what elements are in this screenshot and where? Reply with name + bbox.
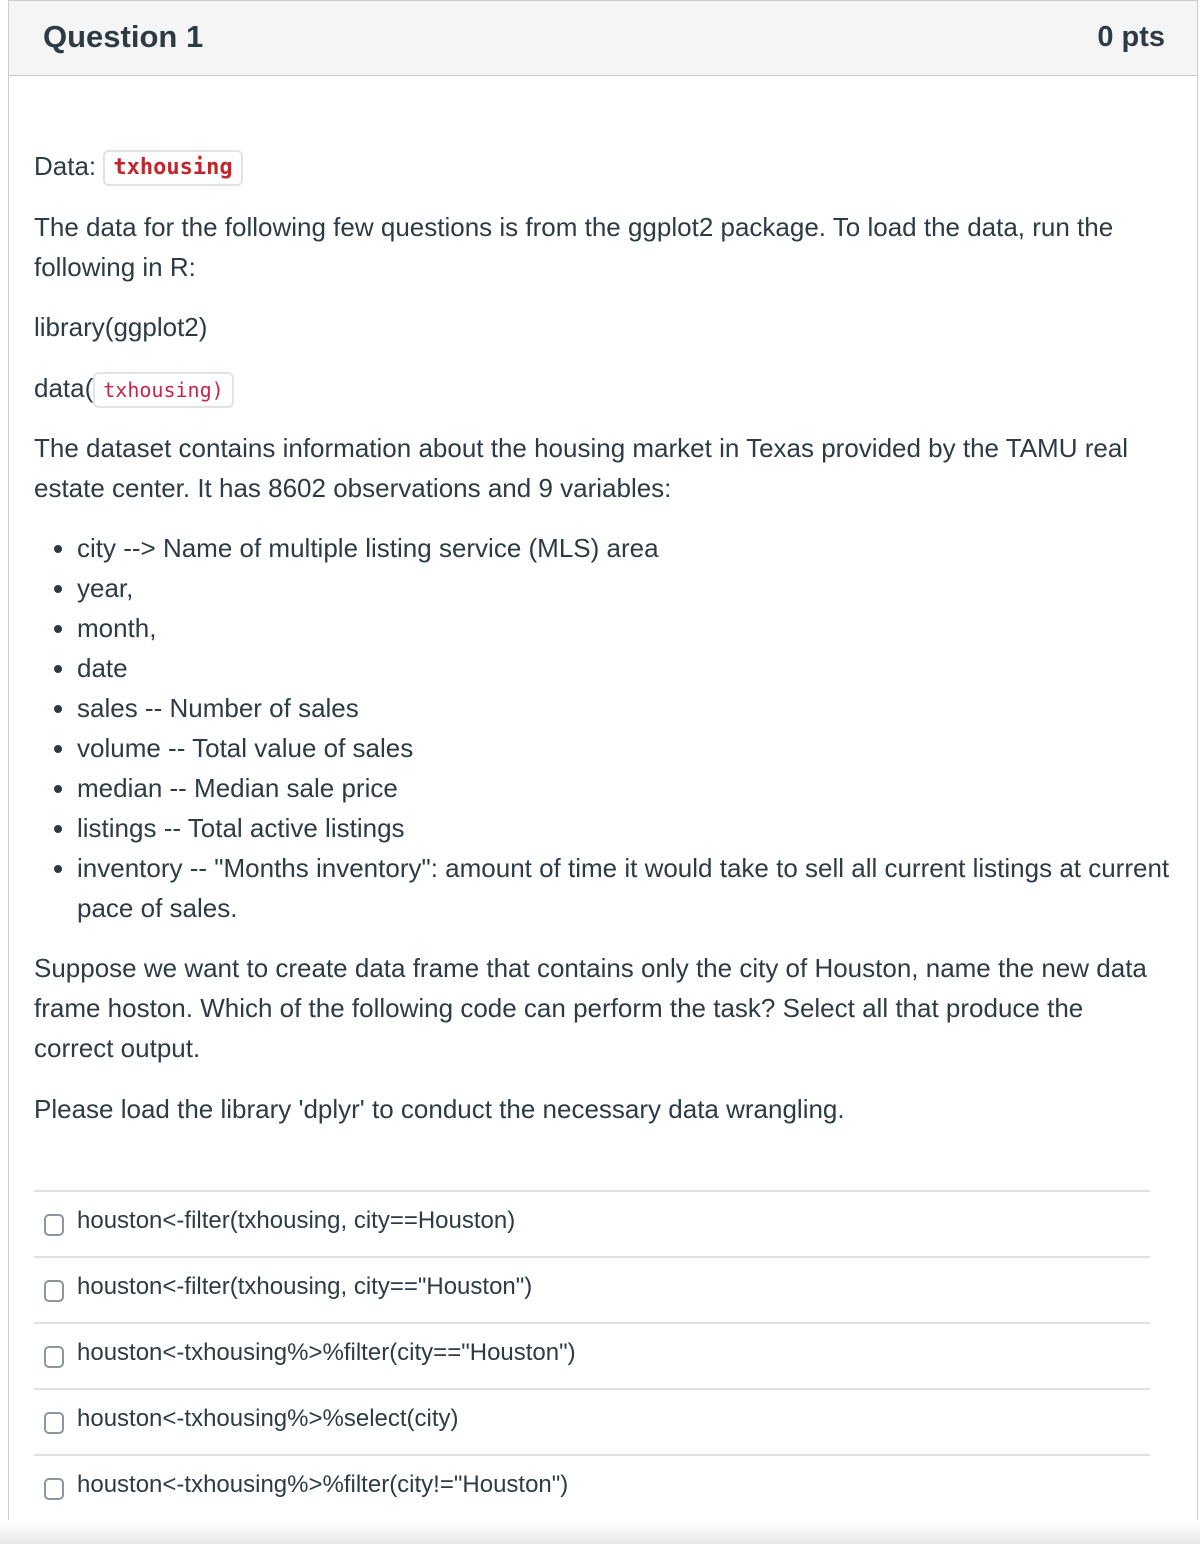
- data-call-prefix: data(: [34, 373, 94, 403]
- variable-list: [34, 528, 1197, 928]
- question-header: [9, 0, 1197, 76]
- description-paragraph: The dataset contains information about the housing market in Texas provided by the TAMU real estate center. It has 8602 observations and 9 variables:: [34, 433, 1129, 503]
- dataset-code-chip: txhousing: [103, 150, 242, 186]
- bottom-scroll-shadow: [0, 1520, 1200, 1544]
- list-item: • median -- Median sale price: [77, 768, 1197, 808]
- data-call-code-chip: txhousing): [93, 372, 233, 408]
- intro-paragraph: The data for the following few questions is from the ggplot2 package. To load the data, run the following in R:: [34, 212, 1114, 282]
- data-line: [34, 146, 1154, 186]
- list-item: • city --> Name of multiple listing service (MLS) area: [77, 528, 1197, 568]
- data-label: Data:: [34, 151, 97, 181]
- data-call-line: [34, 368, 1154, 408]
- answer-option-5[interactable]: [34, 1454, 1150, 1520]
- list-item: • inventory -- "Months inventory": amount of time it would take to sell all current listings at current pace of sales.: [77, 848, 1197, 928]
- list-item: • volume -- Total value of sales: [77, 728, 1197, 768]
- question-points: 0 pts: [1097, 21, 1165, 53]
- answer-label[interactable]: houston<-txhousing%>%filter(city=="Houston"): [77, 1339, 576, 1366]
- answer-checkbox[interactable]: [44, 1214, 64, 1236]
- task-paragraph: Suppose we want to create data frame that contains only the city of Houston, name the new data frame hoston. Which of the following code can perform the task? Select all that produce the correct output.: [34, 953, 1147, 1063]
- answer-option-2[interactable]: [34, 1256, 1150, 1322]
- list-item: • sales -- Number of sales: [77, 688, 1197, 728]
- answer-label[interactable]: houston<-filter(txhousing, city==Houston): [77, 1207, 516, 1234]
- answer-checkbox[interactable]: [44, 1280, 64, 1302]
- answer-label[interactable]: houston<-filter(txhousing, city=="Houston"): [77, 1273, 533, 1300]
- list-item: • date: [77, 648, 1197, 688]
- answer-checkbox[interactable]: [44, 1412, 64, 1434]
- instruction-paragraph: Please load the library 'dplyr' to conduct the necessary data wrangling.: [34, 1094, 845, 1124]
- answer-list: [34, 1190, 1150, 1520]
- library-line: library(ggplot2): [34, 312, 208, 342]
- answer-option-3[interactable]: [34, 1322, 1150, 1388]
- answer-checkbox[interactable]: [44, 1478, 64, 1500]
- answer-option-1[interactable]: [34, 1190, 1150, 1256]
- answer-checkbox[interactable]: [44, 1346, 64, 1368]
- question-title: Question 1: [43, 19, 204, 54]
- list-item: • month,: [77, 608, 1197, 648]
- answer-label[interactable]: houston<-txhousing%>%filter(city!="Houston"): [77, 1471, 569, 1498]
- answer-option-4[interactable]: [34, 1388, 1150, 1454]
- answer-label[interactable]: houston<-txhousing%>%select(city): [77, 1405, 459, 1432]
- list-item: • listings -- Total active listings: [77, 808, 1197, 848]
- list-item: • year,: [77, 568, 1197, 608]
